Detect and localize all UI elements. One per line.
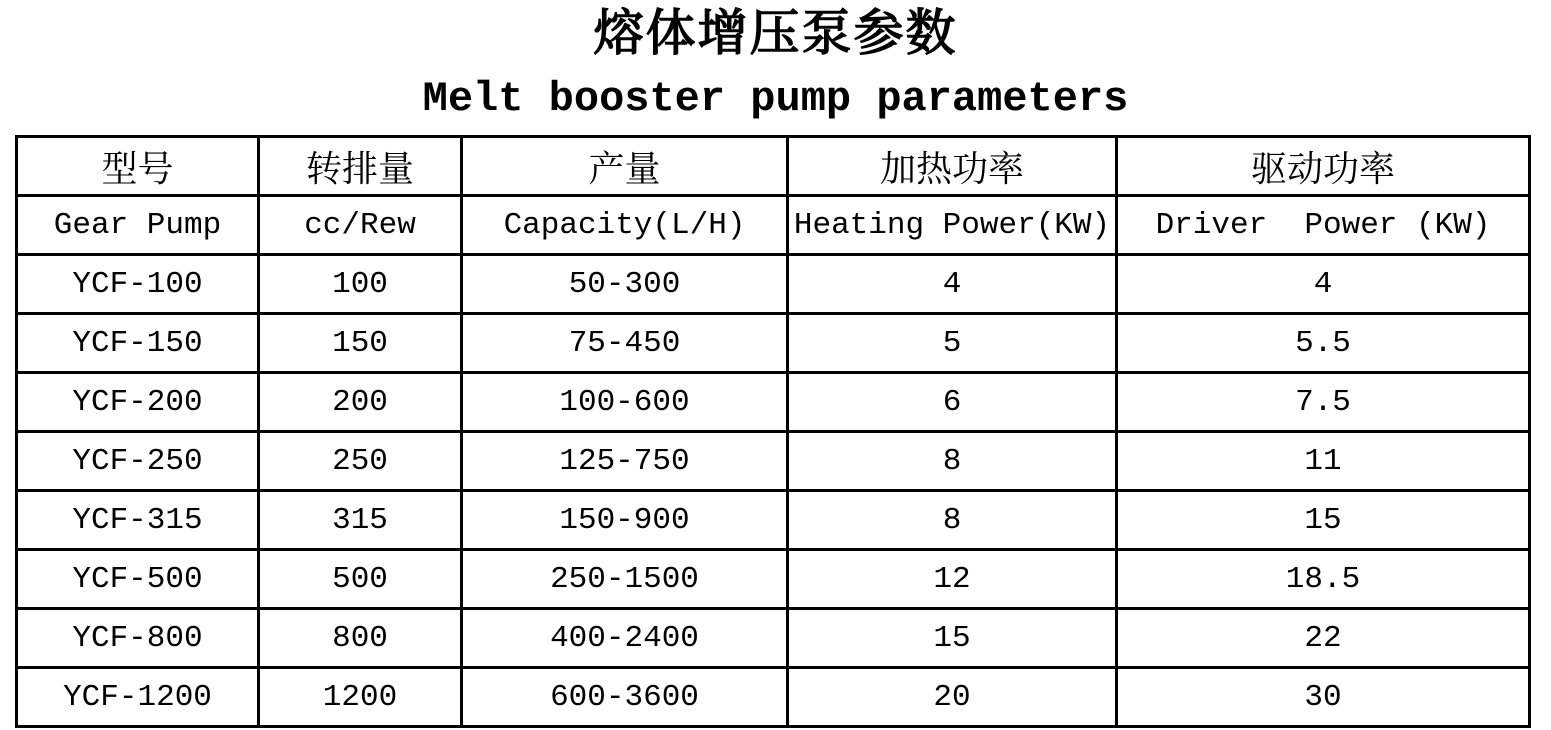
table-row <box>17 373 1530 432</box>
table-row <box>17 668 1530 727</box>
cell-capacity: 400-2400 <box>462 609 788 668</box>
cell-driver-power: 30 <box>1117 668 1530 727</box>
cell-heating-power: 6 <box>788 373 1117 432</box>
cell-displacement: 200 <box>259 373 462 432</box>
cell-driver-power: 11 <box>1117 432 1530 491</box>
cell-model: YCF-150 <box>17 314 259 373</box>
table-row <box>17 432 1530 491</box>
column-header-capacity-en: Capacity(L/H) <box>462 196 788 255</box>
cell-model: YCF-250 <box>17 432 259 491</box>
column-header-model-en: Gear Pump <box>17 196 259 255</box>
cell-model: YCF-100 <box>17 255 259 314</box>
cell-capacity: 75-450 <box>462 314 788 373</box>
cell-heating-power: 8 <box>788 491 1117 550</box>
cell-driver-power: 7.5 <box>1117 373 1530 432</box>
cell-driver-power: 18.5 <box>1117 550 1530 609</box>
cell-displacement: 315 <box>259 491 462 550</box>
column-header-heating-power-cn: 加热功率 <box>788 137 1117 196</box>
cell-capacity: 125-750 <box>462 432 788 491</box>
table-row <box>17 255 1530 314</box>
cell-heating-power: 12 <box>788 550 1117 609</box>
cell-capacity: 50-300 <box>462 255 788 314</box>
cell-model: YCF-315 <box>17 491 259 550</box>
column-header-heating-power-en: Heating Power(KW) <box>788 196 1117 255</box>
cell-capacity: 250-1500 <box>462 550 788 609</box>
table-row <box>17 550 1530 609</box>
cell-heating-power: 4 <box>788 255 1117 314</box>
cell-displacement: 100 <box>259 255 462 314</box>
cell-driver-power: 22 <box>1117 609 1530 668</box>
cell-driver-power: 5.5 <box>1117 314 1530 373</box>
cell-capacity: 600-3600 <box>462 668 788 727</box>
cell-heating-power: 15 <box>788 609 1117 668</box>
cell-heating-power: 5 <box>788 314 1117 373</box>
cell-heating-power: 8 <box>788 432 1117 491</box>
cell-displacement: 250 <box>259 432 462 491</box>
column-header-displacement-en: cc/Rew <box>259 196 462 255</box>
page-title-chinese: 熔体增压泵参数 <box>593 9 958 66</box>
cell-capacity: 150-900 <box>462 491 788 550</box>
header-row-chinese <box>17 137 1530 196</box>
column-header-model-cn: 型号 <box>17 137 259 196</box>
column-header-driver-power-cn: 驱动功率 <box>1117 137 1530 196</box>
table-row <box>17 314 1530 373</box>
cell-model: YCF-800 <box>17 609 259 668</box>
cell-model: YCF-1200 <box>17 668 259 727</box>
table-row <box>17 609 1530 668</box>
header-row-english <box>17 196 1530 255</box>
cell-model: YCF-200 <box>17 373 259 432</box>
cell-displacement: 500 <box>259 550 462 609</box>
pump-parameters-table <box>15 135 1531 728</box>
cell-driver-power: 4 <box>1117 255 1530 314</box>
cell-displacement: 1200 <box>259 668 462 727</box>
cell-displacement: 150 <box>259 314 462 373</box>
cell-model: YCF-500 <box>17 550 259 609</box>
table-row <box>17 491 1530 550</box>
column-header-capacity-cn: 产量 <box>462 137 788 196</box>
cell-displacement: 800 <box>259 609 462 668</box>
page-title-english: Melt booster pump parameters <box>422 75 1129 123</box>
cell-heating-power: 20 <box>788 668 1117 727</box>
column-header-displacement-cn: 转排量 <box>259 137 462 196</box>
cell-driver-power: 15 <box>1117 491 1530 550</box>
cell-capacity: 100-600 <box>462 373 788 432</box>
column-header-driver-power-en: Driver Power (KW) <box>1117 196 1530 255</box>
